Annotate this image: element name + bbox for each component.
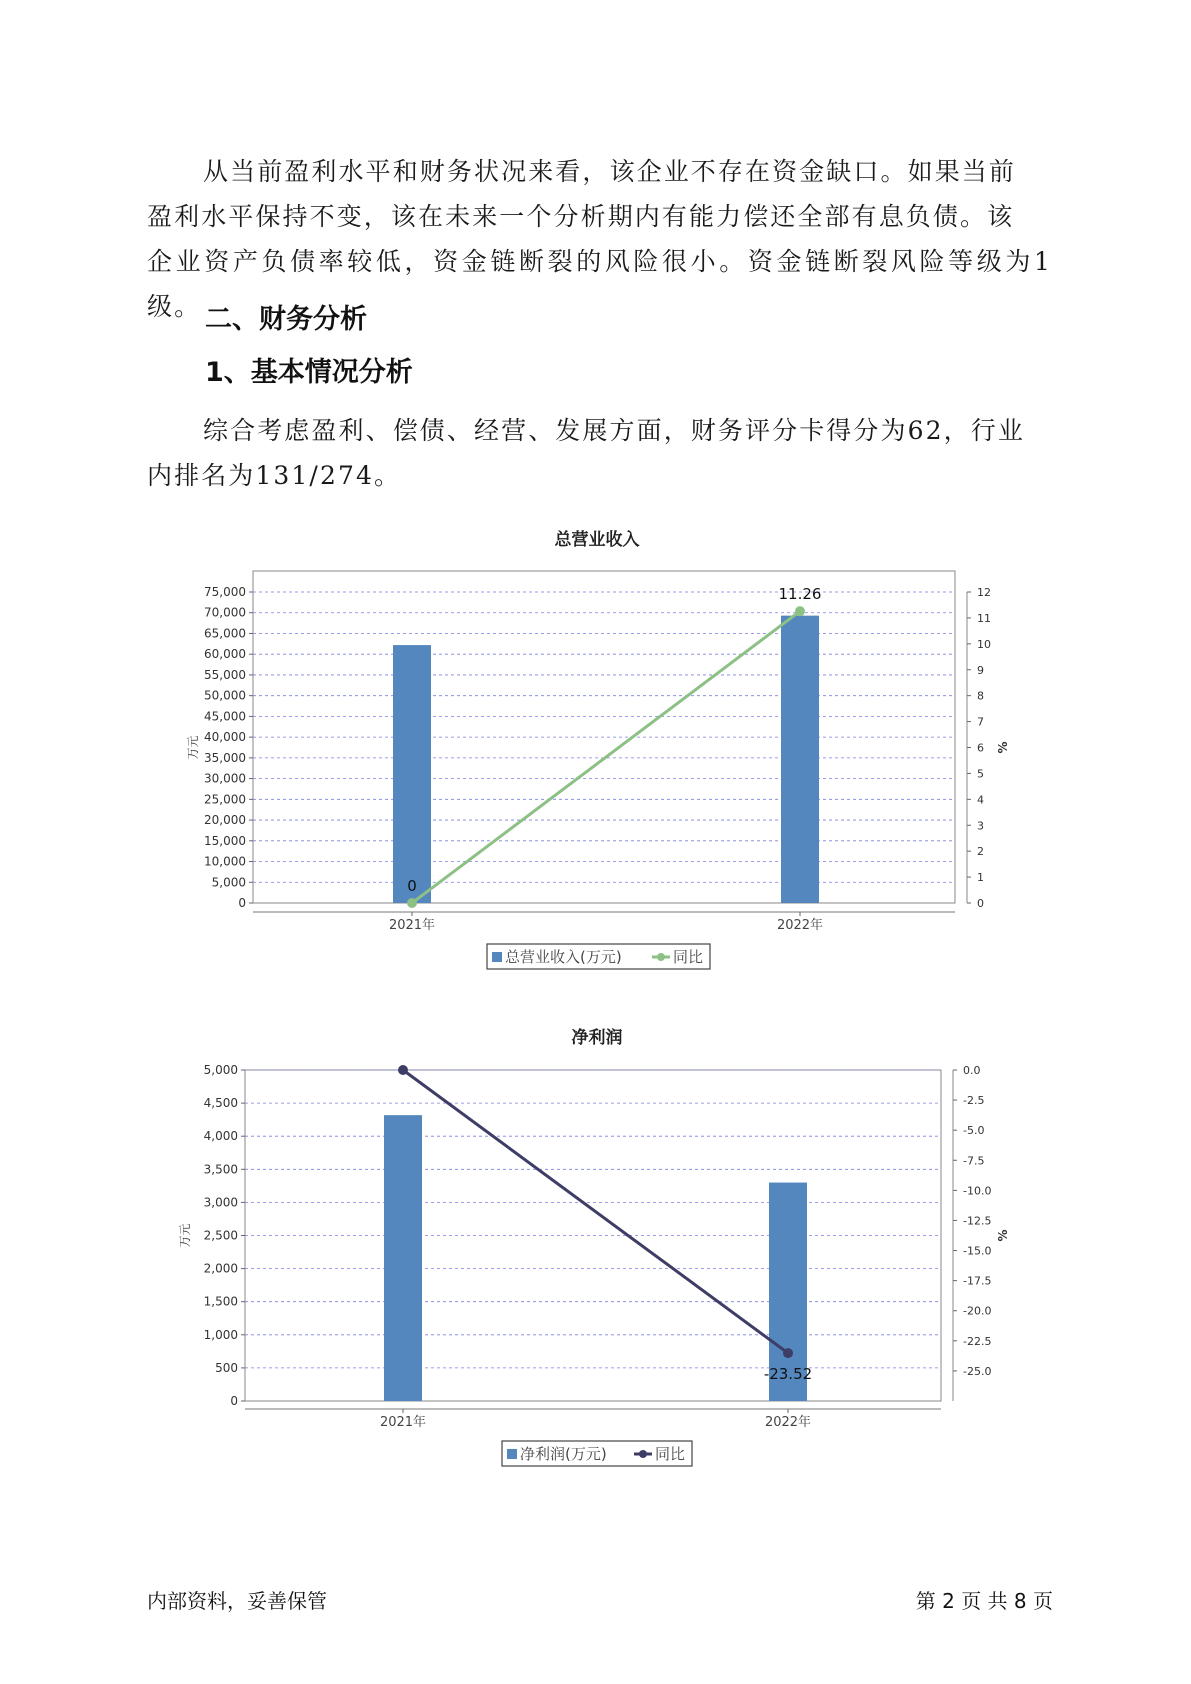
y2-tick-label: 7 bbox=[977, 715, 984, 729]
legend-bar-label: 净利润(万元) bbox=[520, 1445, 607, 1463]
chart-legend bbox=[502, 1441, 692, 1466]
y-tick-label: 3,500 bbox=[203, 1162, 238, 1177]
y2-tick-label: 8 bbox=[977, 689, 984, 703]
legend-bar-swatch bbox=[507, 1449, 517, 1459]
y2-tick-label: -15.0 bbox=[963, 1244, 992, 1258]
y2-tick-label: 6 bbox=[977, 741, 984, 755]
y-tick-label: 5,000 bbox=[203, 1063, 238, 1077]
y2-tick-label: -2.5 bbox=[963, 1094, 985, 1108]
line-point bbox=[783, 1348, 793, 1358]
footer-page-number: 第 2 页 共 8 页 bbox=[915, 1589, 1053, 1613]
summary-line-3: 企业资产负债率较低，资金链断裂的风险很小。资金链断裂风险等级为1级。 bbox=[147, 247, 1052, 321]
y2-tick-label: -20.0 bbox=[963, 1304, 992, 1318]
y-tick-label: 2,500 bbox=[203, 1228, 238, 1243]
y2-tick-label: 0.0 bbox=[963, 1064, 981, 1077]
line-point bbox=[398, 1065, 408, 1075]
y2-tick-label: 12 bbox=[977, 586, 991, 599]
net-profit-chart bbox=[0, 1020, 1191, 1480]
y2-tick-label: 11 bbox=[977, 611, 991, 625]
y-tick-label: 4,500 bbox=[203, 1096, 238, 1111]
chart-legend bbox=[487, 944, 710, 969]
y-tick-label: 0 bbox=[238, 896, 246, 910]
data-label: 11.26 bbox=[778, 585, 822, 604]
bar-2021年 bbox=[384, 1115, 422, 1401]
y2-tick-label: -12.5 bbox=[963, 1214, 992, 1228]
score-line-2: 内排名为131/274。 bbox=[147, 461, 402, 490]
y2-tick-label: -7.5 bbox=[963, 1154, 985, 1168]
y2-tick-label: -10.0 bbox=[963, 1184, 992, 1198]
x-tick-label: 2021年 bbox=[379, 1415, 427, 1430]
y-axis-label: 万元 bbox=[186, 735, 200, 760]
data-label: 0 bbox=[407, 877, 417, 895]
y-tick-label: 75,000 bbox=[204, 585, 246, 599]
y-tick-label: 1,500 bbox=[203, 1294, 238, 1309]
y2-tick-label: 2 bbox=[977, 845, 984, 859]
y-tick-label: 50,000 bbox=[204, 688, 246, 703]
data-label: -23.52 bbox=[763, 1365, 813, 1384]
y-tick-label: 2,000 bbox=[203, 1261, 238, 1276]
y-tick-label: 0 bbox=[230, 1394, 238, 1408]
y2-tick-label: -22.5 bbox=[963, 1334, 992, 1348]
chart-title: 净利润 bbox=[571, 1028, 623, 1048]
legend-bar-swatch bbox=[492, 952, 502, 962]
y-tick-label: 5,000 bbox=[211, 875, 246, 890]
summary-line-2: 盈利水平保持不变，该在未来一个分析期内有能力偿还全部有息负债。该 bbox=[147, 202, 1015, 231]
legend-line-marker bbox=[639, 1450, 647, 1458]
y-tick-label: 65,000 bbox=[204, 626, 246, 641]
chart-title: 总营业收入 bbox=[554, 530, 640, 550]
section-title: 二、财务分析 bbox=[205, 304, 367, 335]
y-tick-label: 60,000 bbox=[204, 647, 246, 662]
legend-line-label: 同比 bbox=[655, 1445, 686, 1463]
legend-line-marker bbox=[657, 953, 665, 961]
section-subtitle: 1、基本情况分析 bbox=[205, 357, 413, 388]
y-tick-label: 70,000 bbox=[204, 605, 246, 620]
x-tick-label: 2022年 bbox=[764, 1415, 812, 1430]
y2-tick-label: 10 bbox=[977, 637, 991, 651]
y-tick-label: 10,000 bbox=[204, 854, 246, 869]
y-axis-label: 万元 bbox=[178, 1223, 192, 1248]
line-point bbox=[795, 606, 805, 616]
y2-tick-label: 5 bbox=[977, 767, 984, 781]
y2-axis-label: % bbox=[996, 1229, 1010, 1242]
y-tick-label: 35,000 bbox=[204, 750, 246, 765]
bar-2021年 bbox=[393, 645, 431, 903]
y2-tick-label: 4 bbox=[977, 793, 984, 807]
y-tick-label: 4,000 bbox=[203, 1129, 238, 1144]
line-point bbox=[407, 898, 417, 908]
revenue-chart bbox=[0, 520, 1191, 980]
y-tick-label: 55,000 bbox=[204, 667, 246, 682]
y2-axis-label: % bbox=[996, 741, 1010, 754]
y-tick-label: 15,000 bbox=[204, 833, 246, 848]
x-tick-label: 2021年 bbox=[388, 918, 436, 933]
y2-tick-label: -17.5 bbox=[963, 1274, 992, 1288]
y-tick-label: 40,000 bbox=[204, 730, 246, 745]
y-tick-label: 20,000 bbox=[204, 813, 246, 828]
x-tick-label: 2022年 bbox=[776, 918, 824, 933]
y2-tick-label: 3 bbox=[977, 819, 984, 833]
y2-tick-label: -25.0 bbox=[963, 1364, 992, 1378]
score-paragraph bbox=[147, 408, 1052, 498]
y2-tick-label: -5.0 bbox=[963, 1124, 985, 1138]
footer-confidential: 内部资料，妥善保管 bbox=[147, 1589, 327, 1613]
score-line-1: 综合考虑盈利、偿债、经营、发展方面，财务评分卡得分为62，行业 bbox=[203, 416, 1025, 445]
summary-line-1: 从当前盈利水平和财务状况来看，该企业不存在资金缺口。如果当前 bbox=[203, 157, 1017, 186]
y-tick-label: 45,000 bbox=[204, 709, 246, 724]
y2-tick-label: 1 bbox=[977, 871, 984, 885]
y-tick-label: 3,000 bbox=[203, 1195, 238, 1210]
y-tick-label: 500 bbox=[215, 1360, 238, 1375]
y-tick-label: 1,000 bbox=[203, 1327, 238, 1342]
y2-tick-label: 0 bbox=[977, 897, 984, 910]
legend-line-label: 同比 bbox=[673, 948, 704, 966]
y2-tick-label: 9 bbox=[977, 663, 984, 677]
y-tick-label: 30,000 bbox=[204, 771, 246, 786]
legend-bar-label: 总营业收入(万元) bbox=[505, 948, 622, 966]
bar-2022年 bbox=[781, 616, 819, 903]
y-tick-label: 25,000 bbox=[204, 792, 246, 807]
